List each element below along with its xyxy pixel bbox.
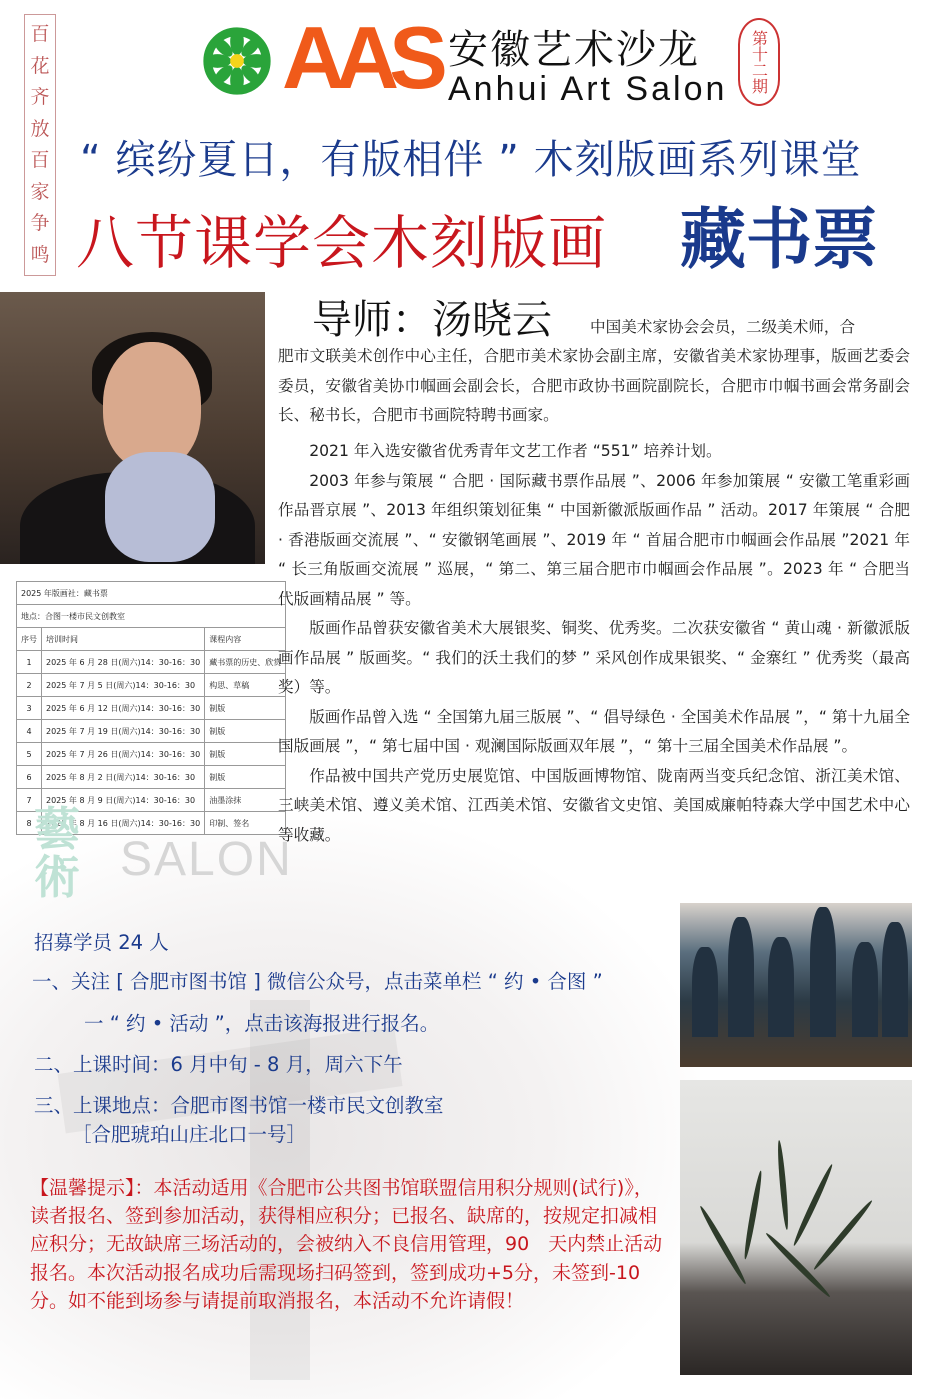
table-row: 6 2025 年 8 月 2 日(周六)14：30-16：30 制版 — [17, 766, 286, 789]
mentor-bio-paragraph: 版画作品曾入选 “ 全国第九届三版展 ”、“ 倡导绿色 · 全国美术作品展 ”，“ 第十九届全国版画展 ”，“ 第七届中国 · 观澜国际版画双年展 ”，“ 第十三届全国美术作品展 ”。 — [278, 707, 910, 755]
recruit-count: 招募学员 24 人 — [34, 931, 169, 954]
mentor-bio-paragraph: 版画作品曾获安徽省美术大展银奖、铜奖、优秀奖。二次获安徽省 “ 黄山魂 · 新徽派版画作品展 ” 版画奖。“ 我们的沃土我们的梦 ” 采风创作成果银奖、“ 金寨红 ” 优秀奖（最高奖）等。 — [278, 619, 910, 696]
class-address: ［合肥琥珀山庄北口一号］ — [72, 1123, 307, 1146]
mentor-bio-paragraph: 2021 年入选安徽省优秀青年文艺工作者 “551” 培养计划。 — [309, 442, 722, 460]
brand-name-en: Anhui Art Salon — [448, 70, 728, 108]
issue-seal: 第十二期 — [738, 18, 780, 106]
table-title-row: 2025 年版画社：藏书票 — [17, 582, 286, 605]
table-row: 5 2025 年 7 月 26 日(周六)14：30-16：30 制版 — [17, 743, 286, 766]
table-row: 7 2025 年 8 月 9 日(周六)14：30-16：30 油墨涂抹 — [17, 789, 286, 812]
mentor-name-heading: 导师：汤晓云 — [312, 297, 552, 343]
mentor-portrait — [0, 292, 265, 564]
table-row: 3 2025 年 6 月 12 日(周六)14：30-16：30 制版 — [17, 697, 286, 720]
woodcut-still-life-artwork — [680, 1080, 912, 1375]
mentor-bio-paragraph: 作品被中国共产党历史展览馆、中国版画博物馆、陇南两当变兵纪念馆、浙江美术馆、三峡美术馆、遵义美术馆、江西美术馆、安徽省文史馆、美国威廉帕特森大学中国艺术中心等收藏。 — [278, 766, 910, 844]
watermark-cn: 藝術 — [34, 802, 80, 904]
mentor-bio-block — [278, 437, 910, 850]
event-title-emphasis: 藏书票 — [680, 200, 878, 278]
table-row: 2 2025 年 7 月 5 日(周六)14：30-16：30 构思、草稿 — [17, 674, 286, 697]
course-schedule-table — [16, 581, 286, 835]
class-location: 三、上课地点：合肥市图书馆一楼市民文创教室 — [34, 1094, 444, 1117]
table-header-row: 序号 培训时间 课程内容 — [17, 628, 286, 651]
event-title: 八节课学会木刻版画 — [76, 209, 608, 277]
brand-letters-logo: AAS — [282, 8, 438, 107]
table-row: 1 2025 年 6 月 28 日(周六)14：30-16：30 藏书票的历史、欣赏 — [17, 651, 286, 674]
mentor-bio-first-line: 中国美术家协会会员，二级美术师，合 — [590, 318, 856, 336]
signup-step-1: 一、关注 [ 合肥市图书馆 ] 微信公众号，点击菜单栏 “ 约 • 合图 ” — [32, 970, 603, 993]
woodcut-landscape-artwork — [680, 903, 912, 1067]
table-location-row: 地点：合图一楼市民文创教室 — [17, 605, 286, 628]
signup-step-1-continued: 一 “ 约 • 活动 ”，点击该海报进行报名。 — [84, 1012, 440, 1035]
class-time: 二、上课时间：6 月中旬 - 8 月，周六下午 — [34, 1053, 403, 1076]
side-motto-stamp: 百 花 齐 放 百 家 争 鸣 — [24, 14, 56, 276]
table-row: 4 2025 年 7 月 19 日(周六)14：30-16：30 制版 — [17, 720, 286, 743]
event-subtitle: “ 缤纷夏日，有版相伴 ” 木刻版画系列课堂 — [80, 137, 862, 183]
mentor-bio-paragraph: 2003 年参与策展 “ 合肥 · 国际藏书票作品展 ”、2006 年参加策展 “ 安徽工笔重彩画作品晋京展 ”、2013 年组织策划征集 “ 中国新徽派版画作品 ” 活动。2017 年策展 “ 合肥 · 香港版画交流展 ”、“ 安徽钢笔画展 ”、2019 年 “ 首届合肥市巾帼画会作品展 ”2021 年 “ 长三角版画交流展 ” 巡展，“ 第二、第三届合肥市巾帼画会作品展 ”。2023 年 “ 合肥当代版画精品展 ” 等。 — [278, 471, 910, 608]
mentor-bio-paragraph: 肥市文联美术创作中心主任，合肥市美术家协会副主席，安徽省美术家协理事，版画艺委会委员，安徽省美协巾帼画会副会长，合肥市政协书画院副院长，合肥市巾帼书画会常务副会长、秘书长，合肥市书画院特聘书画家。 — [278, 347, 910, 424]
credit-notice: 【温馨提示】：本活动适用《合肥市公共图书馆联盟信用积分规则(试行)》，读者报名、签到参加活动，获得相应积分；已报名、缺席的，按规定扣减相应积分；无故缺席三场活动的，会被纳入不良信用管理，90 天内禁止活动报名。本次活动报名成功后需现场扫码签到，签到成功+5分，未签到-10分。如不能到场参与请提前取消报名，本活动不允许请假！ — [30, 1177, 663, 1312]
watermark-en: SALON — [120, 833, 293, 886]
brand-name-cn: 安徽艺术沙龙 — [448, 27, 700, 73]
flower-logo-icon — [198, 22, 276, 100]
table-row: 8 2025 年 8 月 16 日(周六)14：30-16：30 印制、签名 — [17, 812, 286, 835]
